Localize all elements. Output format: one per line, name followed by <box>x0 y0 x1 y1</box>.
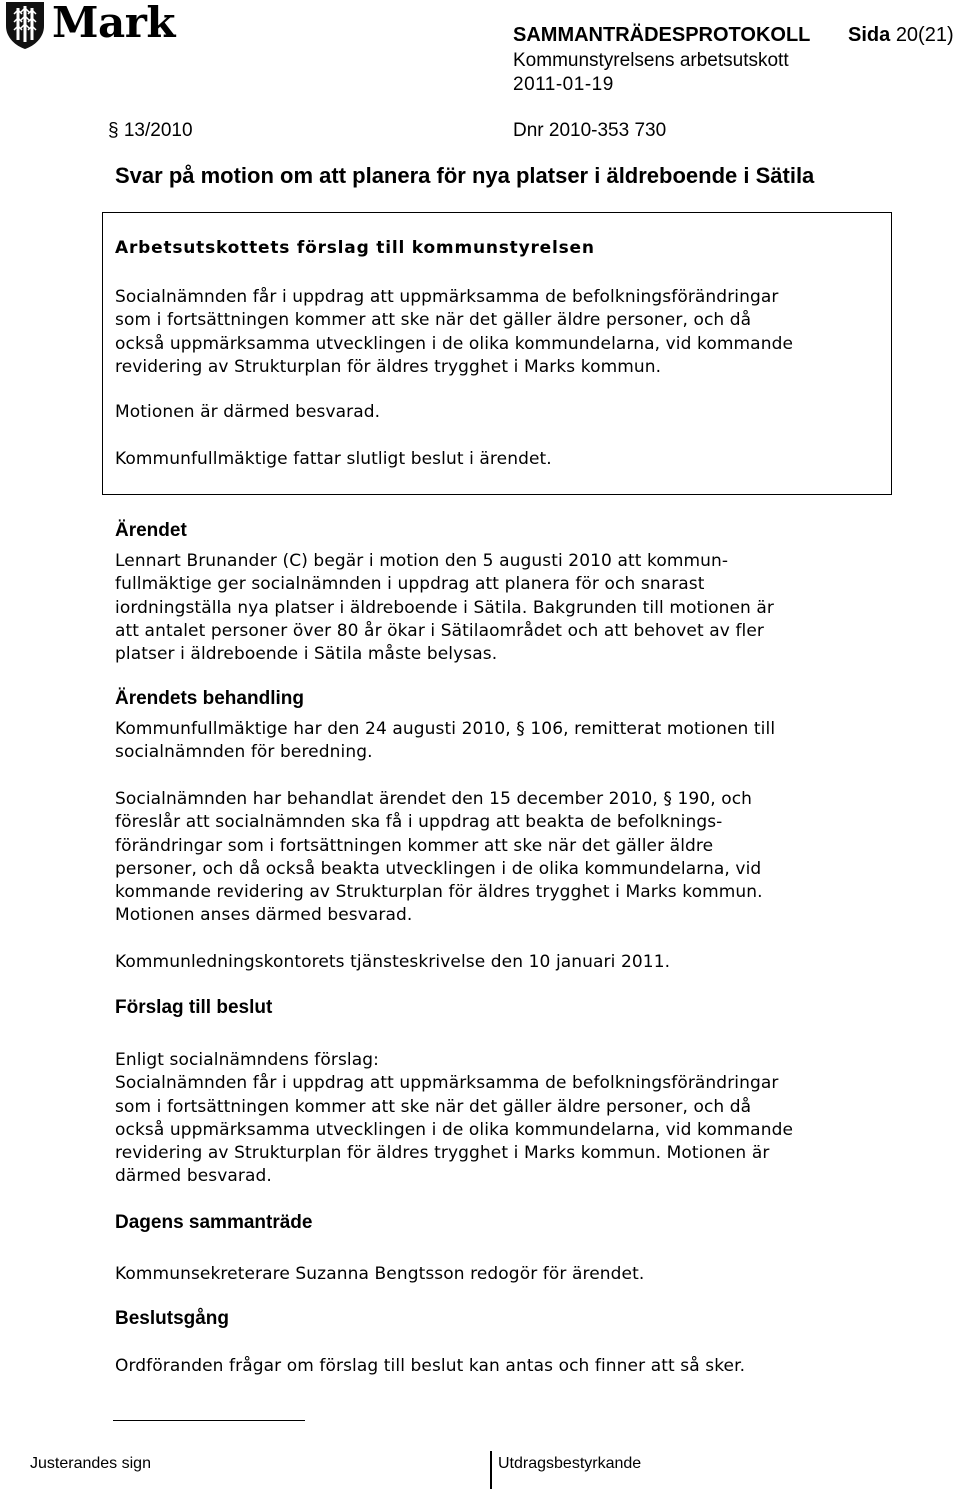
section-heading-beslutsgang: Beslutsgång <box>115 1308 230 1329</box>
document-type: SAMMANTRÄDESPROTOKOLL <box>513 24 811 46</box>
footer-certification-label: Utdragsbestyrkande <box>498 1455 642 1472</box>
section-heading-forslag: Förslag till beslut <box>115 997 273 1018</box>
behandling-line: förändringar som i fortsättningen kommer att ske när det gäller äldre <box>115 835 714 856</box>
proposal-heading: Arbetsutskottets förslag till kommunstyrelsen <box>115 238 595 258</box>
committee-name: Kommunstyrelsens arbetsutskott <box>513 50 789 71</box>
behandling-line: Motionen anses därmed besvarad. <box>115 905 413 926</box>
behandling-p2 <box>115 788 875 928</box>
forslag-line: Socialnämnden får i uppdrag att uppmärksamma de befolkningsförändringar <box>115 1073 779 1094</box>
behandling-p3: Kommunledningskontorets tjänsteskrivelse den 10 januari 2011. <box>115 952 671 972</box>
proposal-text <box>115 286 875 379</box>
behandling-line: föreslår att socialnämnden ska få i uppdrag att beakta de befolknings- <box>115 812 723 833</box>
beslutsgang-text: Ordföranden frågar om förslag till beslut kan antas och finner att så sker. <box>115 1356 746 1376</box>
municipality-coat-of-arms-icon <box>4 0 46 50</box>
meeting-date: 2011-01-19 <box>513 74 614 95</box>
proposal-line: också uppmärksamma utvecklingen i de olika kommundelarna, vid kommande <box>115 333 794 354</box>
page-indicator <box>848 24 954 47</box>
section-heading-arendet: Ärendet <box>115 520 187 541</box>
proposal-line: Socialnämnden får i uppdrag att uppmärksamma de befolkningsförändringar <box>115 287 779 307</box>
signature-line <box>113 1420 305 1421</box>
forslag-text <box>115 1049 875 1189</box>
arendet-line: Lennart Brunander (C) begär i motion den 5 augusti 2010 att kommun- <box>115 551 729 571</box>
forslag-line: Enligt socialnämndens förslag: <box>115 1050 379 1070</box>
forslag-line: därmed besvarad. <box>115 1166 272 1187</box>
behandling-line: Socialnämnden har behandlat ärendet den 15 december 2010, § 190, och <box>115 789 753 809</box>
case-title: Svar på motion om att planera för nya platser i äldreboende i Sätila <box>115 163 815 188</box>
section-heading-behandling: Ärendets behandling <box>115 688 304 709</box>
proposal-line: som i fortsättningen kommer att ske när det gäller äldre personer, och då <box>115 310 752 331</box>
arendet-text <box>115 550 875 666</box>
behandling-line: kommande revidering av Strukturplan för äldres trygghet i Marks kommun. <box>115 882 763 903</box>
arendet-line: platser i äldreboende i Sätila måste belysas. <box>115 644 498 665</box>
dagens-text: Kommunsekreterare Suzanna Bengtsson redogör för ärendet. <box>115 1264 645 1284</box>
behandling-line: socialnämnden för beredning. <box>115 742 373 763</box>
logo-wordmark: Mark <box>52 0 175 47</box>
arendet-line: iordningställa nya platser i äldreboende i Sätila. Bakgrunden till motionen är <box>115 597 775 618</box>
proposal-line: revidering av Strukturplan för äldres trygghet i Marks kommun. <box>115 356 662 377</box>
forslag-line: revidering av Strukturplan för äldres trygghet i Marks kommun. Motionen är <box>115 1143 770 1164</box>
forslag-line: som i fortsättningen kommer att ske när det gäller äldre personer, och då <box>115 1096 752 1117</box>
footer-divider <box>490 1451 492 1489</box>
section-heading-dagens: Dagens sammanträde <box>115 1212 313 1233</box>
case-dnr: Dnr 2010-353 730 <box>513 120 667 141</box>
arendet-line: fullmäktige ger socialnämnden i uppdrag att planera för och snarast <box>115 574 705 595</box>
case-number: § 13/2010 <box>108 120 193 141</box>
behandling-line: Kommunfullmäktige har den 24 augusti 2010, § 106, remitterat motionen till <box>115 719 776 739</box>
page-number: 20(21) <box>895 24 954 46</box>
proposal-answered: Motionen är därmed besvarad. <box>115 402 381 422</box>
behandling-line: personer, och då också beakta utvecklingen i de olika kommundelarna, vid <box>115 858 762 879</box>
footer-signature-label: Justerandes sign <box>30 1455 151 1472</box>
behandling-p1 <box>115 718 875 765</box>
forslag-line: också uppmärksamma utvecklingen i de olika kommundelarna, vid kommande <box>115 1119 794 1140</box>
proposal-final: Kommunfullmäktige fattar slutligt beslut i ärendet. <box>115 449 552 469</box>
page-label: Sida <box>848 24 891 46</box>
arendet-line: att antalet personer över 80 år ökar i Sätilaområdet och att behovet av fler <box>115 620 765 641</box>
